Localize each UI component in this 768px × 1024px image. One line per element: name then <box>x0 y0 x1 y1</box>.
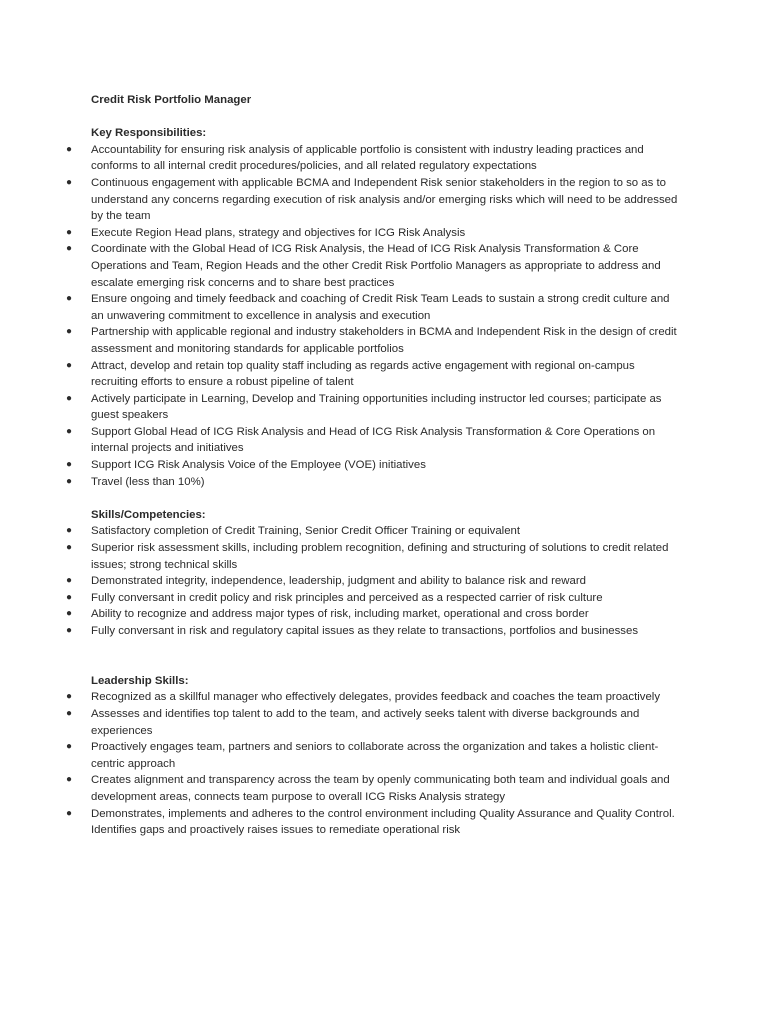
list-item-text: Actively participate in Learning, Develop and Training opportunities including instructor led courses; participate as guest speakers <box>91 392 662 422</box>
bullet-icon: ● <box>66 608 73 620</box>
list-item-text: Fully conversant in risk and regulatory capital issues as they relate to transactions, portfolios and businesses <box>91 625 639 637</box>
bullet-icon: ● <box>66 591 73 603</box>
section-heading-leadership-skills: Leadership Skills: <box>91 674 189 687</box>
list-item-text: Assesses and identifies top talent to add to the team, and actively seeks talent with diverse backgrounds and experiences <box>91 707 640 737</box>
list-item-text: Coordinate with the Global Head of ICG Risk Analysis, the Head of ICG Risk Analysis Transformation & Core Operations and Team, Region Heads and the other Credit Risk Portfolio Managers as appropriate to address and escalate emerging risk concerns and to share best practices <box>91 243 661 289</box>
section-heading-key-responsibilities: Key Responsibilities: <box>91 127 207 140</box>
list-item <box>64 739 684 772</box>
bullet-icon: ● <box>66 741 73 753</box>
list-item-text: Support Global Head of ICG Risk Analysis and Head of ICG Risk Analysis Transformation & Core Operations on internal projects and initiatives <box>91 425 656 455</box>
list-item-text: Recognized as a skillful manager who effectively delegates, provides feedback and coaches the team proactively <box>91 691 661 704</box>
list-item <box>64 175 684 225</box>
list-item <box>64 772 684 805</box>
list-item <box>64 391 684 424</box>
list-item-text: Fully conversant in credit policy and risk principles and perceived as a respected carrier of risk culture <box>91 591 603 604</box>
list-item <box>64 689 684 706</box>
list-item <box>64 540 684 573</box>
list-item-text: Demonstrated integrity, independence, leadership, judgment and ability to balance risk and reward <box>91 575 586 588</box>
list-item-text: Demonstrates, implements and adheres to the control environment including Quality Assurance and Quality Control. Identifies gaps and proactively raises issues to remediate operational risk <box>91 807 675 837</box>
list-item <box>64 358 684 391</box>
list-item-text: Ensure ongoing and timely feedback and coaching of Credit Risk Team Leads to sustain a strong credit culture and an unwavering commitment to excellence in analysis and execution <box>91 293 670 322</box>
list-item-text: Attract, develop and retain top quality staff including as regards active engagement with regional on-campus recruiting efforts to ensure a robust pipeline of talent <box>91 359 635 389</box>
list-item <box>64 806 684 839</box>
skills-competencies-list <box>64 523 684 639</box>
list-item-text: Satisfactory completion of Credit Training, Senior Credit Officer Training or equivalent <box>91 525 521 538</box>
bullet-icon: ● <box>66 707 73 719</box>
list-item <box>64 623 684 640</box>
spacer <box>64 490 684 507</box>
list-item-text: Creates alignment and transparency across the team by openly communicating both team and individual goals and development areas, connects team purpose to overall ICG Risks Analysis strategy <box>91 774 670 803</box>
bullet-icon: ● <box>66 774 73 786</box>
bullet-icon: ● <box>66 293 73 305</box>
list-item <box>64 573 684 590</box>
list-item-text: Travel (less than 10%) <box>91 475 205 488</box>
list-item <box>64 241 684 291</box>
list-item <box>64 324 684 357</box>
bullet-icon: ● <box>66 143 73 155</box>
list-item <box>64 424 684 457</box>
bullet-icon: ● <box>66 542 73 554</box>
list-item-text: Continuous engagement with applicable BCMA and Independent Risk senior stakeholders in the region to so as to understand any concerns regarding execution of risk analysis and/or emerging risks which will need to be addressed by the team <box>91 176 678 223</box>
document-title: Credit Risk Portfolio Manager <box>91 94 252 106</box>
list-item <box>64 590 684 607</box>
spacer <box>64 109 684 126</box>
key-responsibilities-list <box>64 142 684 490</box>
list-item <box>64 291 684 324</box>
list-item-text: Accountability for ensuring risk analysis of applicable portfolio is consistent with industry leading practices and conforms to all internal credit procedures/policies, and all related regulatory expectations <box>91 143 644 173</box>
spacer <box>64 640 684 673</box>
bullet-icon: ● <box>66 326 73 338</box>
bullet-icon: ● <box>66 359 73 371</box>
list-item <box>64 142 684 175</box>
list-item-text: Superior risk assessment skills, including problem recognition, defining and structuring of solutions to credit related issues; strong technical skills <box>91 542 669 571</box>
bullet-icon: ● <box>66 575 73 587</box>
list-item <box>64 706 684 739</box>
list-item <box>64 457 684 474</box>
bullet-icon: ● <box>66 176 73 188</box>
list-item <box>64 225 684 242</box>
bullet-icon: ● <box>66 243 73 255</box>
document-body <box>64 92 684 839</box>
bullet-icon: ● <box>66 226 73 238</box>
list-item-text: Support ICG Risk Analysis Voice of the Employee (VOE) initiatives <box>91 459 426 472</box>
bullet-icon: ● <box>66 625 73 636</box>
bullet-icon: ● <box>66 691 73 703</box>
list-item-text: Execute Region Head plans, strategy and objectives for ICG Risk Analysis <box>91 226 466 239</box>
list-item-text: Proactively engages team, partners and seniors to collaborate across the organization and takes a holistic client-centric approach <box>91 741 659 770</box>
bullet-icon: ● <box>66 807 73 819</box>
bullet-icon: ● <box>66 525 73 537</box>
leadership-skills-list <box>64 689 684 838</box>
list-item <box>64 474 684 491</box>
list-item <box>64 606 684 623</box>
bullet-icon: ● <box>66 425 73 437</box>
list-item-text: Ability to recognize and address major types of risk, including market, operational and cross border <box>91 608 589 621</box>
section-heading-skills-competencies: Skills/Competencies: <box>91 508 206 521</box>
bullet-icon: ● <box>66 459 73 471</box>
bullet-icon: ● <box>66 392 73 404</box>
list-item <box>64 523 684 540</box>
list-item-text: Partnership with applicable regional and industry stakeholders in BCMA and Independent Risk in the design of credit assessment and monitoring standards for applicable portfolios <box>91 326 677 355</box>
bullet-icon: ● <box>66 475 73 487</box>
